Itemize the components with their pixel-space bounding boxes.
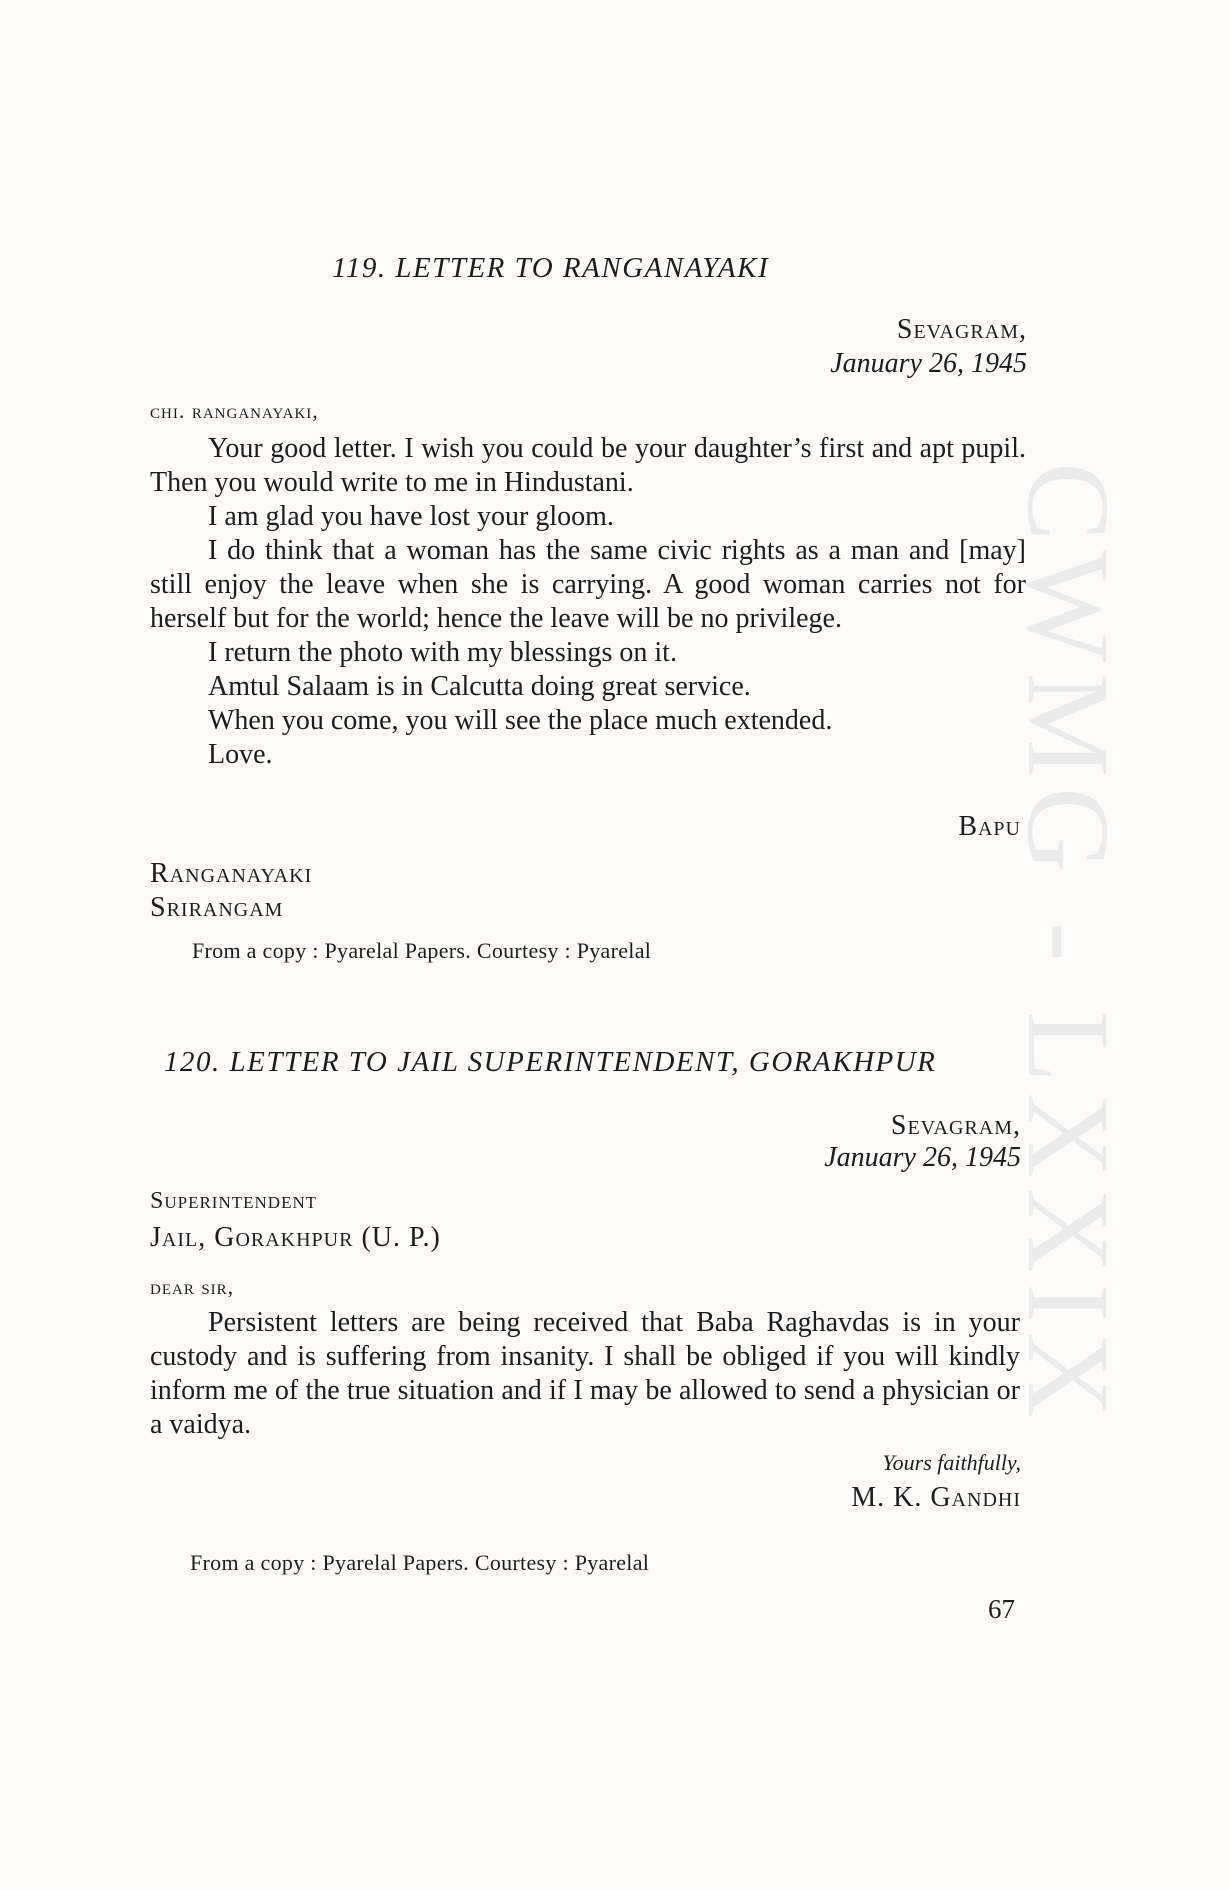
addressee-line: Srirangam — [150, 892, 284, 923]
letter-120-place: Sevagram, — [890, 1110, 1021, 1141]
paragraph: Love. — [208, 739, 273, 770]
letter-119-salutation: chi. ranganayaki, — [150, 398, 319, 423]
letter-120-addressee-place: Jail, Gorakhpur (U. P.) — [150, 1222, 441, 1253]
letter-120-body — [150, 1306, 1020, 1442]
paragraph: Persistent letters are being received that Baba Raghavdas is in your custody and is suffering from insanity. I shall be obliged if you will kindly inform me of the true situation and if I may be allowed to send a physician or a vaidya. — [150, 1307, 1020, 1440]
letter-120-title: 120. LETTER TO JAIL SUPERINTENDENT, GORAKHPUR — [164, 1046, 937, 1078]
letter-120-date: January 26, 1945 — [824, 1142, 1021, 1173]
letter-120-closing: Yours faithfully, — [882, 1450, 1021, 1475]
letter-119-signature: Bapu — [958, 811, 1021, 842]
letter-119-title: 119. LETTER TO RANGANAYAKI — [332, 252, 770, 284]
letter-120-source: From a copy : Pyarelal Papers. Courtesy : Pyarelal — [190, 1550, 650, 1575]
letter-119-date: January 26, 1945 — [830, 348, 1027, 379]
paragraph: I return the photo with my blessings on it. — [208, 637, 677, 668]
letter-120-addressee-title: Superintendent — [150, 1188, 318, 1214]
letter-119-source: From a copy : Pyarelal Papers. Courtesy : Pyarelal — [192, 938, 652, 963]
paragraph: Your good letter. I wish you could be your daughter’s first and apt pupil. Then you would write to me in Hindustani. — [150, 433, 1026, 498]
paragraph: I do think that a woman has the same civic rights as a man and [may] still enjoy the leave when she is carrying. A good woman carries not for herself but for the world; hence the leave will be no privilege. — [150, 535, 1026, 634]
paragraph: When you come, you will see the place much extended. — [208, 705, 833, 736]
watermark: CWMG - LXXIX — [1003, 462, 1135, 1428]
page-number: 67 — [988, 1594, 1015, 1624]
letter-120-salutation: dear sir, — [150, 1274, 235, 1299]
letter-119-body — [150, 432, 1026, 772]
paragraph: I am glad you have lost your gloom. — [208, 501, 614, 532]
addressee-line: Ranganayaki — [150, 858, 313, 889]
letter-119-place: Sevagram, — [896, 314, 1027, 345]
paragraph: Amtul Salaam is in Calcutta doing great service. — [208, 671, 751, 702]
letter-120-signature: M. K. Gandhi — [851, 1482, 1021, 1513]
